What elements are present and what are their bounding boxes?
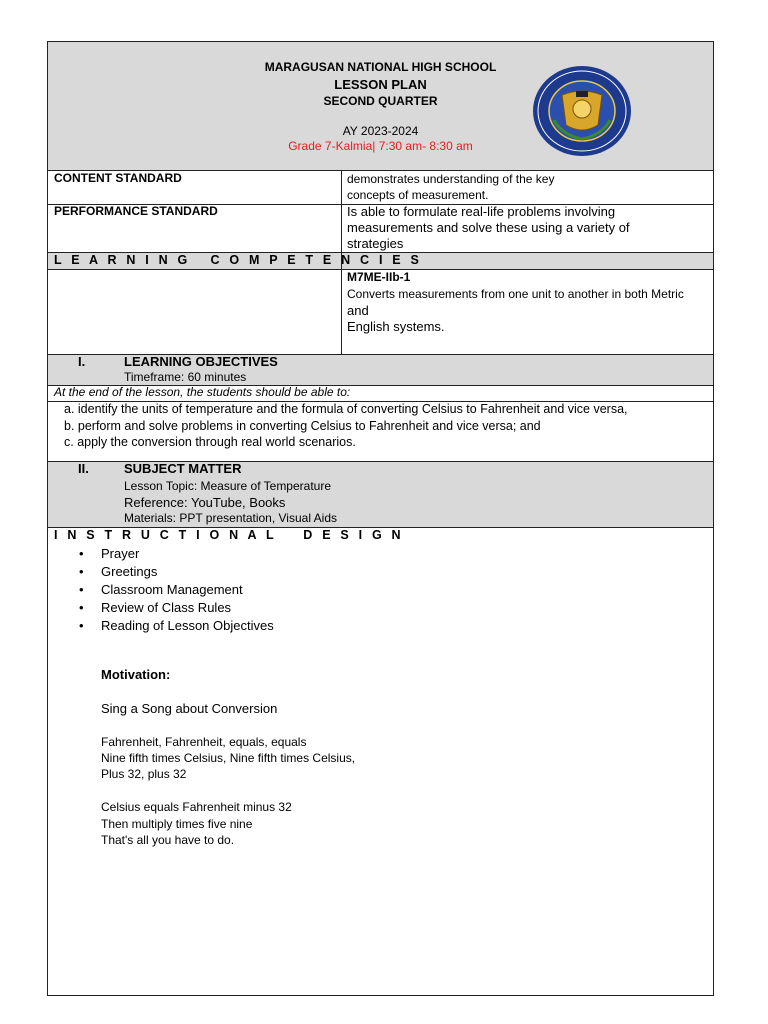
competencies-heading: L E A R N I N G C O M P E T E N C I E S [54, 253, 423, 267]
song-line: Celsius equals Fahrenheit minus 32 [101, 800, 292, 814]
subject-matter-numeral: II. [78, 461, 89, 476]
competency-line1: Converts measurements from one unit to another in both Metric [347, 287, 684, 301]
instructional-design-heading: I N S T R U C T I O N A L D E S I G N [54, 528, 404, 542]
bullet-item-greetings: • Greetings [101, 564, 274, 582]
performance-standard-line2: measurements and solve these using a variety of [347, 220, 630, 235]
objectives-timeframe: Timeframe: 60 minutes [124, 370, 247, 384]
performance-standard-line3: strategies [347, 236, 404, 251]
objective-item: a. identify the units of temperature and the formula of converting Celsius to Fahrenheit and vice versa, [64, 402, 628, 416]
song-line: Nine fifth times Celsius, Nine fifth times Celsius, [101, 751, 356, 765]
performance-standard-line1: Is able to formulate real-life problems involving [347, 204, 616, 219]
bullet-item-review-rules: • Review of Class Rules [101, 600, 274, 618]
competency-line2: and [347, 303, 369, 318]
lesson-materials: Materials: PPT presentation, Visual Aids [124, 511, 337, 525]
content-standard-label: CONTENT STANDARD [54, 171, 182, 185]
objectives-list [64, 402, 628, 452]
bullet-item-prayer: • Prayer [101, 546, 274, 564]
song-line: That's all you have to do. [101, 833, 235, 847]
class-schedule: Grade 7-Kalmia| 7:30 am- 8:30 am [288, 139, 473, 153]
content-standard-line1: demonstrates understanding of the key [347, 172, 555, 186]
objectives-heading: LEARNING OBJECTIVES [124, 354, 278, 369]
motivation-label: Motivation: [101, 667, 171, 682]
competency-line3: English systems. [347, 319, 445, 334]
document-title: LESSON PLAN [334, 77, 427, 92]
academic-year: AY 2023-2024 [342, 124, 419, 138]
school-name: MARAGUSAN NATIONAL HIGH SCHOOL [264, 60, 497, 74]
objective-item: c. apply the conversion through real world scenarios. [64, 435, 356, 449]
school-seal-logo [532, 65, 632, 157]
lesson-topic: Lesson Topic: Measure of Temperature [124, 479, 332, 493]
bullet-item-reading-objectives: • Reading of Lesson Objectives [101, 618, 274, 636]
objectives-numeral: I. [78, 354, 86, 369]
lesson-reference: Reference: YouTube, Books [124, 495, 286, 510]
subject-matter-heading: SUBJECT MATTER [124, 461, 242, 476]
bullet-item-classroom-management: • Classroom Management [101, 582, 274, 600]
performance-standard-label: PERFORMANCE STANDARD [54, 204, 218, 218]
song-line: Then multiply times five nine [101, 817, 253, 831]
objectives-intro: At the end of the lesson, the students should be able to: [54, 385, 351, 399]
lesson-plan-page [47, 41, 714, 996]
objective-item: b. perform and solve problems in converting Celsius to Fahrenheit and vice versa; and [64, 418, 541, 433]
activity-bullet-list [101, 546, 274, 636]
motivation-activity: Sing a Song about Conversion [101, 701, 278, 716]
song-line: Fahrenheit, Fahrenheit, equals, equals [101, 735, 307, 749]
song-line: Plus 32, plus 32 [101, 767, 187, 781]
content-standard-line2: concepts of measurement. [347, 188, 489, 202]
quarter-label: SECOND QUARTER [323, 94, 438, 108]
competency-code: M7ME-IIb-1 [347, 270, 411, 284]
